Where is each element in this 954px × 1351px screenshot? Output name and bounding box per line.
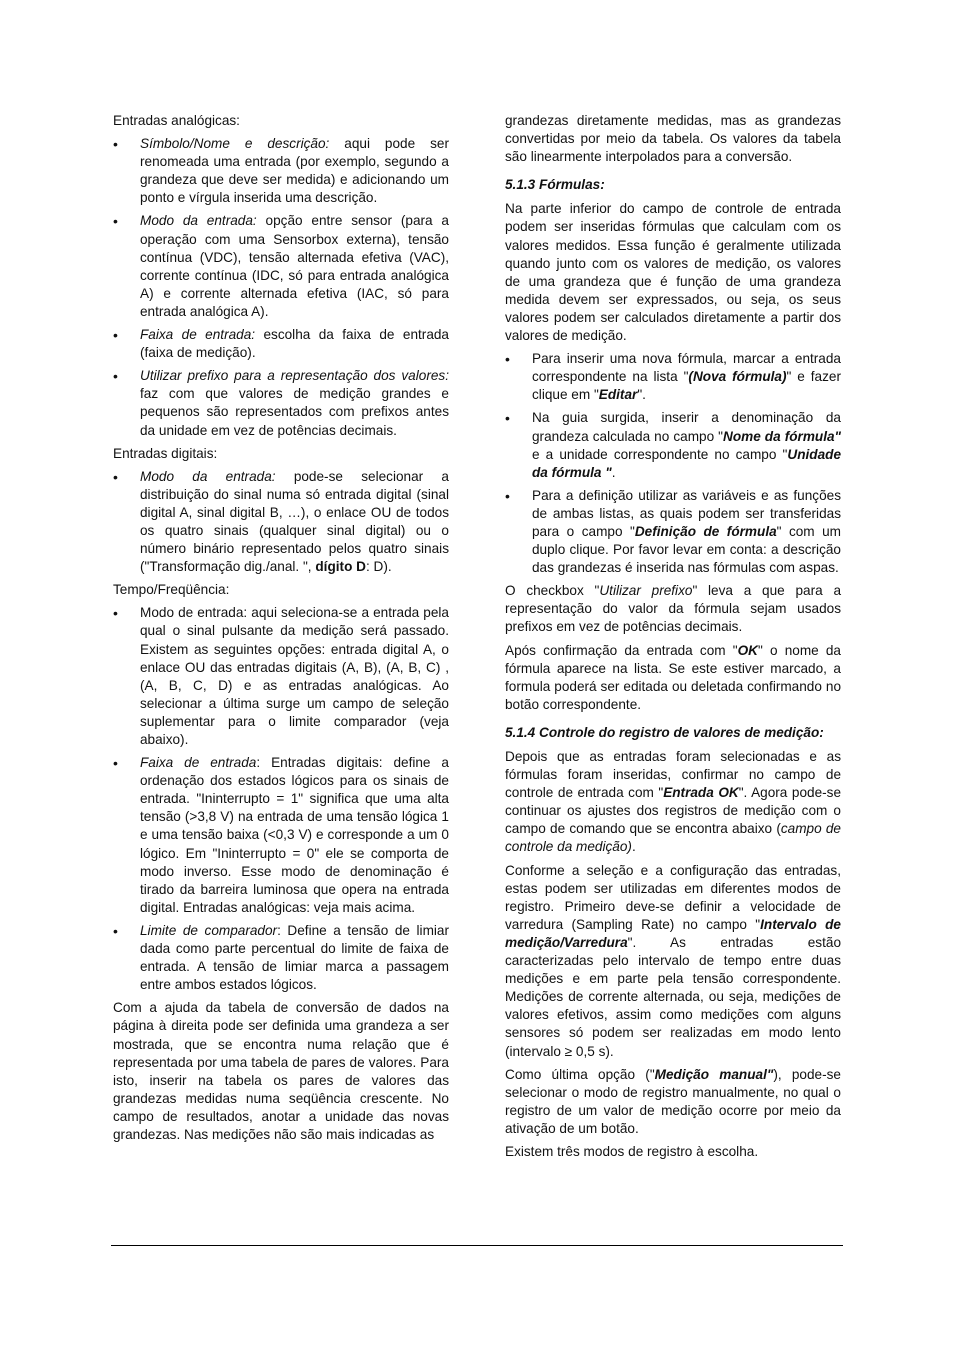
digital-inputs-heading: Entradas digitais: [113,445,218,461]
item-text: : Entradas digitais: define a ordenação dos estados lógicos para os sinais de entrada. "Ininterrupto = 1" significa que uma alta tensão (>3,8 V) na entrada de uma tensão lógica 1 e uma tensão baixa (<0,3 V) e corresponde a um 0 lógico. Em "Ininterrupto = 0" ele se comporta de modo inverso. Esse modo de denominação é tirado da barreira luminosa que opera na entrada digital. Entradas analógicas: veja mais acima. [140,755,449,915]
time-frequency-list [113,604,449,994]
para-text: ". As entradas estão caracterizadas pelo intervalo de tempo entre duas medições e em parte pela tensão correspondente. Medições de corrente alternada, ou seja, medições de valores efetivos, assim como medições com alguns sensores só podem ser realizadas em modo lento (intervalo ≥ 0,5 s). [505,934,841,1059]
para-text: . [631,839,636,855]
item-text: . [611,464,616,480]
item-text: " com um duplo clique. Por favor levar em conta: a descrição das grandezas é inserida nas fórmulas com aspas. [532,523,841,576]
control-paragraph-3 [505,1066,841,1138]
item-text: faz com que valores de medição grandes e pequenos são representados com prefixos antes da unidade em vez de potências decimais. [140,386,449,438]
conversion-table-paragraph: Com a ajuda da tabela de conversão de dados na página à direita pode ser definida uma grandeza a ser mostrada, que se encontra numa relação que é representada por uma tabela de pares de valores. Para isto, inserir na tabela os pares de valores das grandezas medidas numa seqüência crescente. No campo de resultados, anotar a unidade das novas grandezas. Nas medições não são mais indicadas as [113,1000,449,1142]
item-text: : Define a tensão de limiar dada como parte percentual do limite de faixa de entrada. A tensão de limiar marca a passagem entre ambos estados lógicos. [140,922,449,993]
formulas-list [505,350,841,577]
term-label: Modo da entrada: [140,213,257,229]
list-item [505,350,841,404]
footer-rule [111,1245,843,1246]
control-paragraph-4: Existem três modos de registro à escolha. [505,1143,759,1159]
control-paragraph-2 [505,862,841,1061]
para-text: ". Agora pode-se continuar os ajustes dos registros de medição com o campo de comando que se encontra abaixo ( [505,785,842,837]
item-text: Para a definição utilizar as variáveis e as funções de ambas listas, as quais podem ser transferidas para o campo " [532,487,841,539]
ui-term: Nome da fórmula" [723,428,841,444]
item-text: aqui pode ser renomeada uma entrada (por exemplo, segundo a grandeza que deve ser medida) e adicionando um ponto e vírgula inserida uma descrição. [140,136,449,206]
formulas-paragraph: Na parte inferior do campo de controle de entrada podem ser inseridas fórmulas que calculam com os valores medidos. Essa função é geralmente utilizada quando junto com os valores de medição, os valores de uma grandeza que é função de uma grandeza medida devem ser expressados, ou seja, os seus valores podem ser calculados diretamente a partir dos valores de medição. [505,201,841,344]
ui-term: Medição manual" [654,1066,774,1082]
term-label: Símbolo/Nome e descrição: [140,136,330,152]
checkbox-paragraph [505,582,841,636]
continued-paragraph: grandezas diretamente medidas, mas as grandezas convertidas por meio da tabela. Os valores da tabela são linearmente interpolados para a conversão. [505,113,841,165]
ui-term: OK [737,642,758,658]
right-column [505,112,841,1166]
list-item [113,604,449,749]
item-text: : D). [365,559,392,575]
list-item [113,754,449,917]
para-text: Depois que as entradas foram selecionadas e as fórmulas foram inseridas, confirmar no campo de controle de entrada com " [505,749,841,801]
list-item [113,135,449,207]
list-item [113,922,449,994]
term-label: Utilizar prefixo para a representação dos valores: [140,368,449,384]
ok-paragraph [505,642,841,714]
item-text: escolha da faixa de entrada (faixa de medição). [140,327,449,361]
item-text: pode-se selecionar a distribuição do sinal numa só entrada digital (sinal digital A, sinal digital B, …), o enlace OU de todos os quatro sinais (qualquer sinal digital) ou o número binário representado pelos quatro sinais ("Transformação dig./anal. ", [140,468,449,575]
para-text: Como última opção (" [505,1066,655,1082]
para-text: O checkbox " [505,583,600,599]
digital-inputs-list [113,468,449,577]
para-text: " o nome da fórmula aparece na lista. Se este estiver marcado, a formula poderá ser editada ou deletada confirmando no botão correspondente. [505,642,841,712]
bold-term: dígito D [315,559,366,575]
para-text: " leva a que para a representação do valor da fórmula sejam usados prefixos em vez de potências decimais. [505,583,842,635]
item-text: e a unidade correspondente no campo " [532,446,788,462]
ui-term: Editar [598,387,638,403]
list-item [113,367,449,439]
para-text: ), pode-se selecionar o modo de registro manualmente, no qual o registro de um valor de medição ocorre por meio da ativação de um botão. [505,1066,841,1136]
ui-term: Entrada OK [663,785,739,801]
ui-term: campo de controle da medição) [505,821,841,855]
term-label: Modo da entrada: [140,468,276,484]
item-text: Na guia surgida, inserir a denominação da grandeza calculada no campo " [532,410,841,444]
time-frequency-heading: Tempo/Freqüência: [113,582,230,598]
ui-term: Definição de fórmula [634,523,777,539]
para-text: Conforme a seleção e a configuração das entradas, estas podem ser utilizadas em diferentes modos de registro. Primeiro deve-se definir a velocidade de varredura (Sampling Rate) no campo " [505,862,841,932]
para-text: Após confirmação da entrada com " [505,642,738,658]
ui-term: Unidade da fórmula " [532,446,841,480]
item-text: " e fazer clique em " [532,369,842,403]
ui-term: Utilizar prefixo [599,583,693,599]
ui-term: Intervalo de medição/Varredura [505,916,841,950]
item-text: Modo de entrada: aqui seleciona-se a entrada pela qual o sinal pulsante da medição será passado. Existem as seguintes opções: entrada digital A, o enlace OU das entradas digitais (A, B), (A, B, C) ,(A, B, C, D) e as entradas analógicas. Ao selecionar a última surge um campo de seleção suplementar para o limite comparador (veja abaixo). [140,605,449,747]
list-item [113,326,449,362]
list-item [113,212,449,321]
section-heading-formulas: 5.1.3 Fórmulas: [505,177,605,193]
control-paragraph-1 [505,748,841,857]
analog-inputs-list [113,135,449,440]
list-item [505,409,841,481]
ui-term: (Nova fórmula) [688,369,787,385]
term-label: Faixa de entrada: [140,327,256,343]
list-item [505,487,841,577]
item-text: opção entre sensor (para a operação com uma Sensorbox externa), tensão contínua (VDC), tensão alternada efetiva (VAC), corrente contínua (IDC, só para entrada analógica A) e corrente alternada efetiva (IAC, só para entrada analógica A). [140,213,449,319]
item-text: ". [637,387,646,403]
term-label: Limite de comparador [140,922,278,938]
term-label: Faixa de entrada [140,755,257,771]
left-column [113,112,449,1149]
item-text: Para inserir uma nova fórmula, marcar a entrada correspondente na lista " [532,351,841,385]
section-heading-measurement-control: 5.1.4 Controle do registro de valores de medição: [505,724,824,740]
analog-inputs-heading: Entradas analógicas: [113,113,240,128]
list-item [113,468,449,577]
